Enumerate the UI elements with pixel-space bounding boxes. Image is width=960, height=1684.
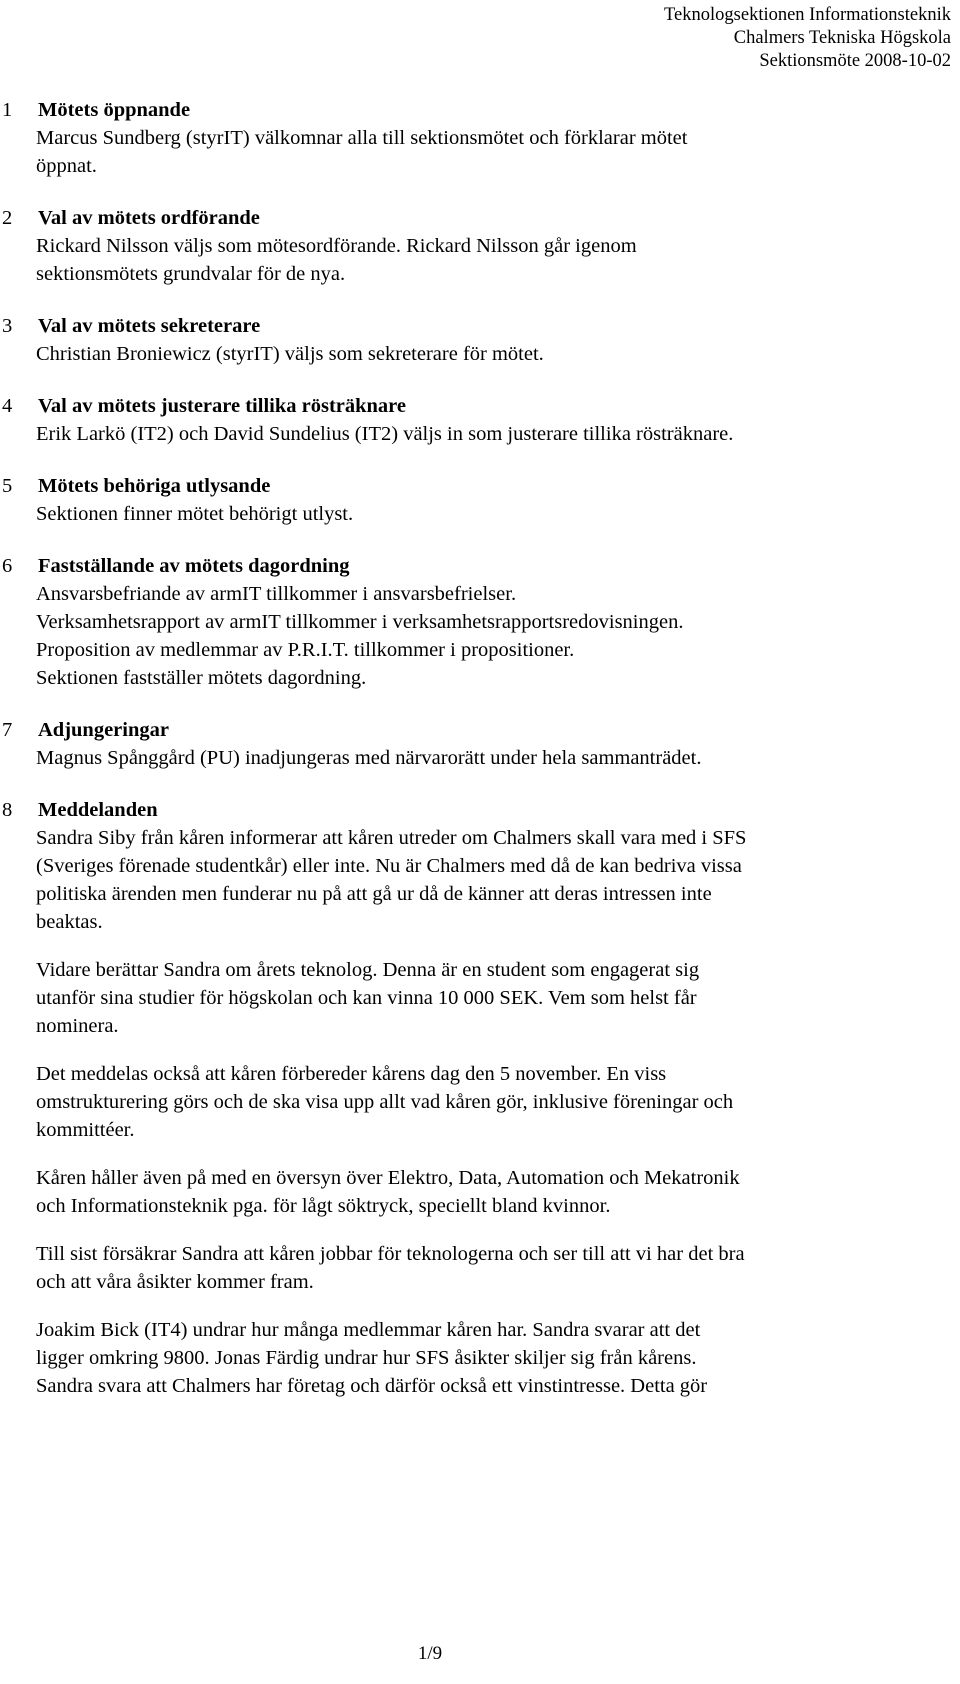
text-line: Vidare berättar Sandra om årets teknolog. Denna är en student som engagerat sig [36,959,700,981]
header-meeting-date: Sektionsmöte 2008-10-02 [759,51,951,71]
text-line: kommittéer. [36,1119,135,1141]
paragraph [36,340,950,368]
agenda-section [0,472,960,528]
text-line: sektionsmötets grundvalar för de nya. [36,263,346,285]
section-heading [0,472,960,500]
section-title: Meddelanden [38,799,158,821]
header-university: Chalmers Tekniska Högskola [733,28,951,48]
section-number: 3 [2,315,13,337]
section-number: 7 [2,719,13,741]
section-body [0,580,960,692]
agenda-section [0,552,960,692]
section-number: 4 [2,395,13,417]
section-body [0,500,960,528]
paragraph [36,1164,950,1220]
text-line: utanför sina studier för högskolan och kan vinna 10 000 SEK. Vem som helst får [36,987,697,1009]
text-line: Erik Larkö (IT2) och David Sundelius (IT2) väljs in som justerare tillika rösträknare. [36,423,734,445]
text-line: Verksamhetsrapport av armIT tillkommer i verksamhetsrapportsredovisningen. [36,611,684,633]
text-line: Marcus Sundberg (styrIT) välkomnar alla till sektionsmötet och förklarar mötet [36,127,688,149]
text-line: Ansvarsbefriande av armIT tillkommer i ansvarsbefrielser. [36,583,517,605]
text-line: Christian Broniewicz (styrIT) väljs som sekreterare för mötet. [36,343,544,365]
paragraph [36,124,950,180]
section-title: Val av mötets justerare tillika rösträknare [38,395,406,417]
section-title: Fastställande av mötets dagordning [38,555,350,577]
text-line: Sektionen finner mötet behörigt utlyst. [36,503,354,525]
section-title: Adjungeringar [38,719,169,741]
text-line: ligger omkring 9800. Jonas Färdig undrar hur SFS åsikter skiljer sig från kårens. [36,1347,697,1369]
section-title: Mötets behöriga utlysande [38,475,271,497]
paragraph [36,744,950,772]
text-line: Sandra svara att Chalmers har företag och därför också ett vinstintresse. Detta gör [36,1375,708,1397]
section-heading [0,312,960,340]
text-line: (Sveriges förenade studentkår) eller inte. Nu är Chalmers med då de kan bedriva vissa [36,855,742,877]
text-line: Proposition av medlemmar av P.R.I.T. tillkommer i propositioner. [36,639,575,661]
text-line: Kåren håller även på med en översyn över Elektro, Data, Automation och Mekatronik [36,1167,740,1189]
text-line: Sandra Siby från kåren informerar att kåren utreder om Chalmers skall vara med i SFS [36,827,747,849]
section-body [0,744,960,772]
text-line: politiska ärenden men funderar nu på att gå ur då de känner att deras intressen inte [36,883,712,905]
section-body [0,232,960,288]
text-line: Till sist försäkrar Sandra att kåren jobbar för teknologerna och ser till att vi har det bra [36,1243,745,1265]
paragraph [36,420,950,448]
section-body [0,124,960,180]
section-title: Val av mötets ordförande [38,207,260,229]
agenda-section [0,392,960,448]
page-number: 1/9 [417,1643,443,1664]
section-heading [0,392,960,420]
section-heading [0,96,960,124]
section-number: 8 [2,799,13,821]
text-line: Sektionen fastställer mötets dagordning. [36,667,367,689]
paragraph [36,824,950,936]
text-line: Magnus Spånggård (PU) inadjungeras med närvarorätt under hela sammanträdet. [36,747,702,769]
section-title: Val av mötets sekreterare [38,315,261,337]
paragraph [36,232,950,288]
text-line: omstrukturering görs och de ska visa upp allt vad kåren gör, inklusive föreningar och [36,1091,734,1113]
paragraph [36,956,950,1040]
agenda-section [0,312,960,368]
document-header [664,4,951,73]
paragraph [36,580,950,692]
section-body [0,420,960,448]
section-heading [0,716,960,744]
text-line: och Informationsteknik pga. för lågt söktryck, speciellt bland kvinnor. [36,1195,611,1217]
paragraph [36,500,950,528]
text-line: beaktas. [36,911,103,933]
paragraph [36,1060,950,1144]
text-line: Det meddelas också att kåren förbereder kårens dag den 5 november. En viss [36,1063,667,1085]
section-number: 1 [2,99,13,121]
text-line: Rickard Nilsson väljs som mötesordförande. Rickard Nilsson går igenom [36,235,637,257]
agenda-section [0,204,960,288]
text-line: öppnat. [36,155,97,177]
header-organization: Teknologsektionen Informationsteknik [664,5,951,25]
section-number: 6 [2,555,13,577]
section-heading [0,552,960,580]
section-heading [0,204,960,232]
section-title: Mötets öppnande [38,99,191,121]
section-number: 5 [2,475,13,497]
agenda-section [0,96,960,180]
section-body [0,340,960,368]
agenda-section [0,796,960,1400]
minutes-body [0,96,960,1424]
text-line: och att våra åsikter kommer fram. [36,1271,314,1293]
agenda-section [0,716,960,772]
paragraph [36,1316,950,1400]
text-line: Joakim Bick (IT4) undrar hur många medlemmar kåren har. Sandra svarar att det [36,1319,701,1341]
section-heading [0,796,960,824]
text-line: nominera. [36,1015,119,1037]
section-number: 2 [2,207,13,229]
section-body [0,824,960,1400]
paragraph [36,1240,950,1296]
